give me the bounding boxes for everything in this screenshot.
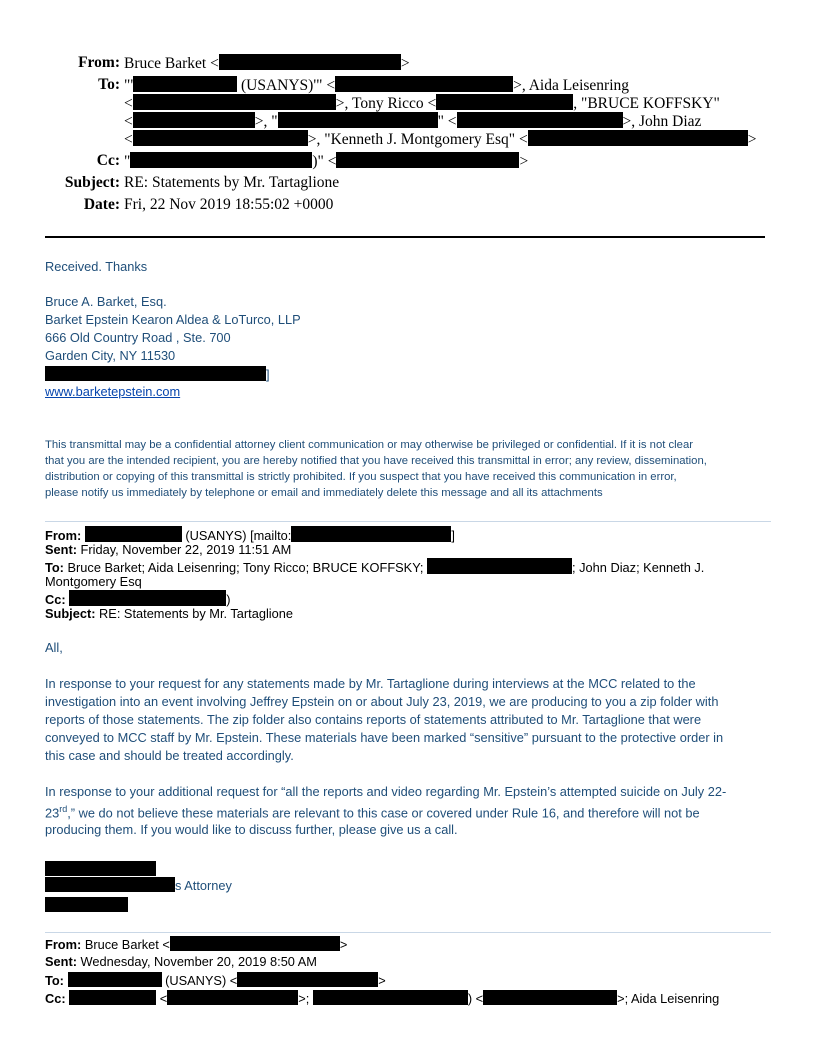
redaction-block — [336, 152, 519, 168]
redaction-block — [69, 990, 156, 1005]
q3-cc-text: >; — [298, 991, 310, 1006]
paragraph-line: In response to your additional request for “all the reports and video regarding Mr. Epstein’s attempted suicide on July 22- — [45, 784, 727, 799]
q2-greeting: All, — [45, 640, 63, 655]
cc-text: " — [124, 153, 131, 170]
q3-to-text: (USANYS) < — [161, 973, 238, 988]
redaction-block — [278, 112, 438, 128]
to-text: "' — [124, 77, 134, 94]
to-line-3 — [124, 112, 701, 131]
q2-cc-label: Cc: — [45, 592, 66, 607]
disclaimer-line: distribution or copying of this transmittal is strictly prohibited. If you suspect that you have received this communication in error, — [45, 471, 677, 483]
to-label: To: — [98, 76, 120, 93]
signature-firm: Barket Epstein Kearon Aldea & LoTurco, LLP — [45, 312, 301, 327]
date-label: Date: — [83, 196, 120, 213]
q2-sent-line — [45, 542, 291, 557]
quoted-divider — [45, 932, 771, 933]
q2-sent-label: Sent: — [45, 542, 77, 557]
redaction-block — [133, 112, 255, 128]
to-line-1 — [124, 76, 629, 95]
redaction-block — [45, 897, 128, 912]
to-text: >, Tony Ricco < — [335, 95, 437, 112]
redaction-block — [167, 990, 298, 1005]
q2-to-label: To: — [45, 560, 64, 575]
q3-sent-line — [45, 954, 317, 969]
to-text: , "BRUCE KOFFSKY" — [573, 95, 720, 112]
redaction-block — [219, 54, 401, 70]
q2-cc-end: ) — [226, 592, 231, 607]
redaction-block — [85, 526, 182, 542]
redaction-block — [427, 558, 572, 574]
paragraph-line: this case and should be treated accordingly. — [45, 748, 294, 763]
q2-to-continued: Montgomery Esq — [45, 574, 142, 589]
redaction-block — [133, 130, 308, 146]
to-text: >, " — [254, 113, 278, 130]
to-line-4 — [124, 130, 757, 149]
redaction-block — [170, 936, 340, 951]
date-value: Fri, 22 Nov 2019 18:55:02 +0000 — [124, 196, 334, 213]
redaction-block — [436, 94, 573, 110]
redaction-block — [528, 130, 748, 146]
q3-sent-value: Wednesday, November 20, 2019 8:50 AM — [77, 954, 317, 969]
to-text: < — [124, 113, 133, 130]
q2-from-line — [45, 526, 455, 543]
q3-to-line — [45, 972, 386, 988]
paragraph-line: reports of those statements. The zip folder also contains reports of statements attributed to Mr. Tartaglione that were — [45, 712, 702, 727]
redaction-block — [69, 590, 226, 606]
q2-from-end: ] — [451, 528, 455, 543]
from-label: From: — [78, 54, 120, 71]
paragraph-line: producing them. If you would like to discuss further, please give us a call. — [45, 822, 458, 837]
to-text: >, John Diaz — [622, 113, 702, 130]
subject-value: RE: Statements by Mr. Tartaglione — [124, 174, 340, 191]
paragraph-line: conveyed to MCC staff by Mr. Epstein. These materials have been marked “sensitive” pursuant to the protective order in — [45, 730, 724, 745]
to-text: (USANYS)'" < — [237, 77, 336, 94]
q2-to-line — [45, 558, 704, 575]
paragraph-line: In response to your request for any statements made by Mr. Tartaglione during interviews at the MCC related to the — [45, 676, 696, 691]
redaction-block — [45, 877, 175, 892]
q2-subject-label: Subject: — [45, 606, 96, 621]
redaction-block — [45, 861, 156, 876]
redaction-block — [133, 76, 237, 92]
redaction-block — [335, 76, 513, 92]
q2-to-text: Bruce Barket; Aida Leisenring; Tony Ricco; BRUCE KOFFSKY; — [63, 560, 424, 575]
signature-name: Bruce A. Barket, Esq. — [45, 294, 167, 309]
header-divider — [45, 236, 765, 238]
paragraph-text: ,” we do not believe these materials are relevant to this case or covered under Rule 16, and therefore will not be — [67, 805, 700, 821]
q3-from-line — [45, 936, 347, 952]
q2-from-label: From: — [45, 528, 82, 543]
q2-subject-line — [45, 606, 293, 621]
reply-greeting: Received. Thanks — [45, 259, 148, 274]
disclaimer-line: please notify us immediately by telephone or email and immediately delete this message and all its attachments — [45, 487, 603, 499]
redaction-block — [130, 152, 312, 168]
subject-label: Subject: — [64, 174, 120, 191]
redaction-block — [313, 990, 468, 1005]
q3-from-end: > — [339, 937, 348, 952]
disclaimer-line: This transmittal may be a confidential attorney client communication or may otherwise be privileged or confidential. If it is not clear — [45, 439, 693, 451]
redaction-block — [45, 366, 266, 381]
redaction-block — [457, 112, 623, 128]
q3-to-label: To: — [45, 973, 64, 988]
q3-cc-text: >; Aida Leisenring — [617, 991, 720, 1006]
from-end: > — [400, 55, 410, 72]
date-text: 23 — [45, 805, 60, 821]
cc-text: > — [519, 153, 529, 170]
to-text: >, "Kenneth J. Montgomery Esq" < — [307, 131, 528, 148]
redaction-block — [483, 990, 617, 1005]
ordinal-suffix: rd — [59, 804, 68, 814]
signature-redacted-line — [45, 366, 270, 382]
q2-cc-line — [45, 590, 230, 607]
q2-from-text: (USANYS) [mailto: — [181, 528, 292, 543]
to-text: < — [124, 131, 133, 148]
paragraph-line: investigation into an event involving Jeffrey Epstein on or about July 23, 2019, we are producing to you a zip folder with — [45, 694, 719, 709]
q2-subject-value: RE: Statements by Mr. Tartaglione — [95, 606, 293, 621]
redaction-block — [237, 972, 378, 987]
signature-address-1: 666 Old Country Road , Ste. 700 — [45, 330, 231, 345]
q2-to-text: ; John Diaz; Kenneth J. — [572, 560, 705, 575]
q3-from-label: From: — [45, 937, 82, 952]
q3-cc-text: < — [156, 991, 168, 1006]
disclaimer-line: that you are the intended recipient, you are hereby notified that you have received this transmittal in error; any review, dissemination, — [45, 455, 707, 467]
q2-sent-value: Friday, November 22, 2019 11:51 AM — [77, 542, 292, 557]
paragraph-line — [45, 804, 700, 820]
signature-address-2: Garden City, NY 11530 — [45, 348, 176, 363]
cc-text: )" < — [312, 153, 337, 170]
quoted-divider — [45, 521, 771, 522]
from-name: Bruce Barket < — [124, 55, 219, 72]
q3-from-text: Bruce Barket < — [81, 937, 170, 952]
redaction-block — [133, 94, 336, 110]
bracket-text: ] — [266, 367, 270, 382]
q2-signature-title — [45, 877, 232, 893]
q3-to-end: > — [378, 973, 386, 988]
q3-cc-text: ) < — [467, 991, 484, 1006]
to-line-2 — [124, 94, 720, 113]
q3-cc-label: Cc: — [45, 991, 66, 1006]
to-text: > — [747, 131, 757, 148]
website-link[interactable]: www.barketepstein.com — [45, 384, 181, 399]
cc-value — [124, 152, 528, 171]
signature-suffix: s Attorney — [175, 878, 232, 893]
redaction-block — [291, 526, 451, 542]
to-text: < — [124, 95, 133, 112]
q3-cc-line — [45, 990, 719, 1006]
to-text: " < — [437, 113, 457, 130]
to-text: >, Aida Leisenring — [513, 77, 630, 94]
from-value — [124, 54, 410, 73]
redaction-block — [68, 972, 162, 987]
cc-label: Cc: — [96, 152, 120, 169]
q3-sent-label: Sent: — [45, 954, 77, 969]
